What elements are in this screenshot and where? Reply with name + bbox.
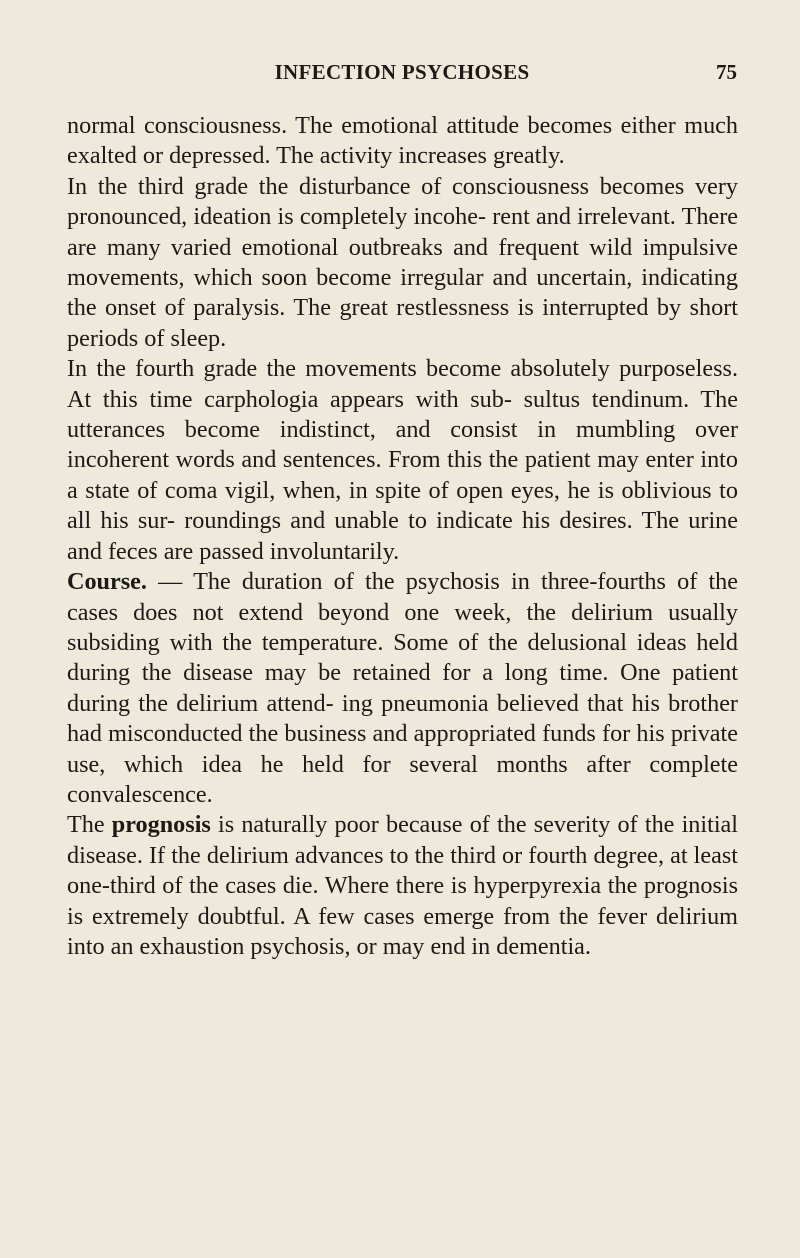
paragraph-1: normal consciousness. The emotional attitude becomes either much exalted or depressed. The activity increases greatly.	[67, 112, 738, 170]
paragraph-5-lead: The	[67, 811, 112, 839]
run-in-heading-course: Course.	[67, 568, 147, 596]
run-in-heading-prognosis: prognosis	[111, 811, 211, 839]
paragraph-5-text: is naturally poor because of the severity of the initial disease. If the delirium advances to the third or fourth degree, at least one-third of the cases die. Where there is hyperpyrexia the prognosis is extremely doubtful. A few cases emerge from the fever delirium into an exhaustion psychosis, or may end in dementia.	[67, 811, 739, 960]
paragraph-2: In the third grade the disturbance of consciousness becomes very pronounced, ideation is completely incohe- rent and irrelevant. There are many varied emotional outbreaks and frequent wild impulsive movements, which soon become irregular and uncertain, indicating the onset of paralysis. The great restlessness is interrupted by short periods of sleep.	[67, 172, 738, 352]
paragraph-3: In the fourth grade the movements become absolutely purposeless. At this time carphologia appears with sub- sultus tendinum. The utterances become indistinct, and consist in mumbling over incoherent words and sentences. From this the patient may enter into a state of coma vigil, when, in spite of open eyes, he is oblivious to all his sur- roundings and unable to indicate his desires. The urine and feces are passed involuntarily.	[67, 355, 738, 565]
paragraph-5	[67, 810, 738, 962]
body-text	[67, 111, 738, 962]
paragraph-4	[67, 567, 738, 810]
running-head	[67, 60, 737, 90]
running-title: INFECTION PSYCHOSES	[274, 60, 530, 84]
paragraph-4-text: — The duration of the psychosis in three-fourths of the cases does not extend beyond one week, the delirium usually subsiding with the temperature. Some of the delusional ideas held during the disease may be retained for a long time. One patient during the delirium attend- ing pneumonia believed that his brother had misconducted the business and appropriated funds for his private use, which idea he held for several months after complete convalescence.	[67, 568, 738, 808]
page-number: 75	[716, 60, 737, 84]
